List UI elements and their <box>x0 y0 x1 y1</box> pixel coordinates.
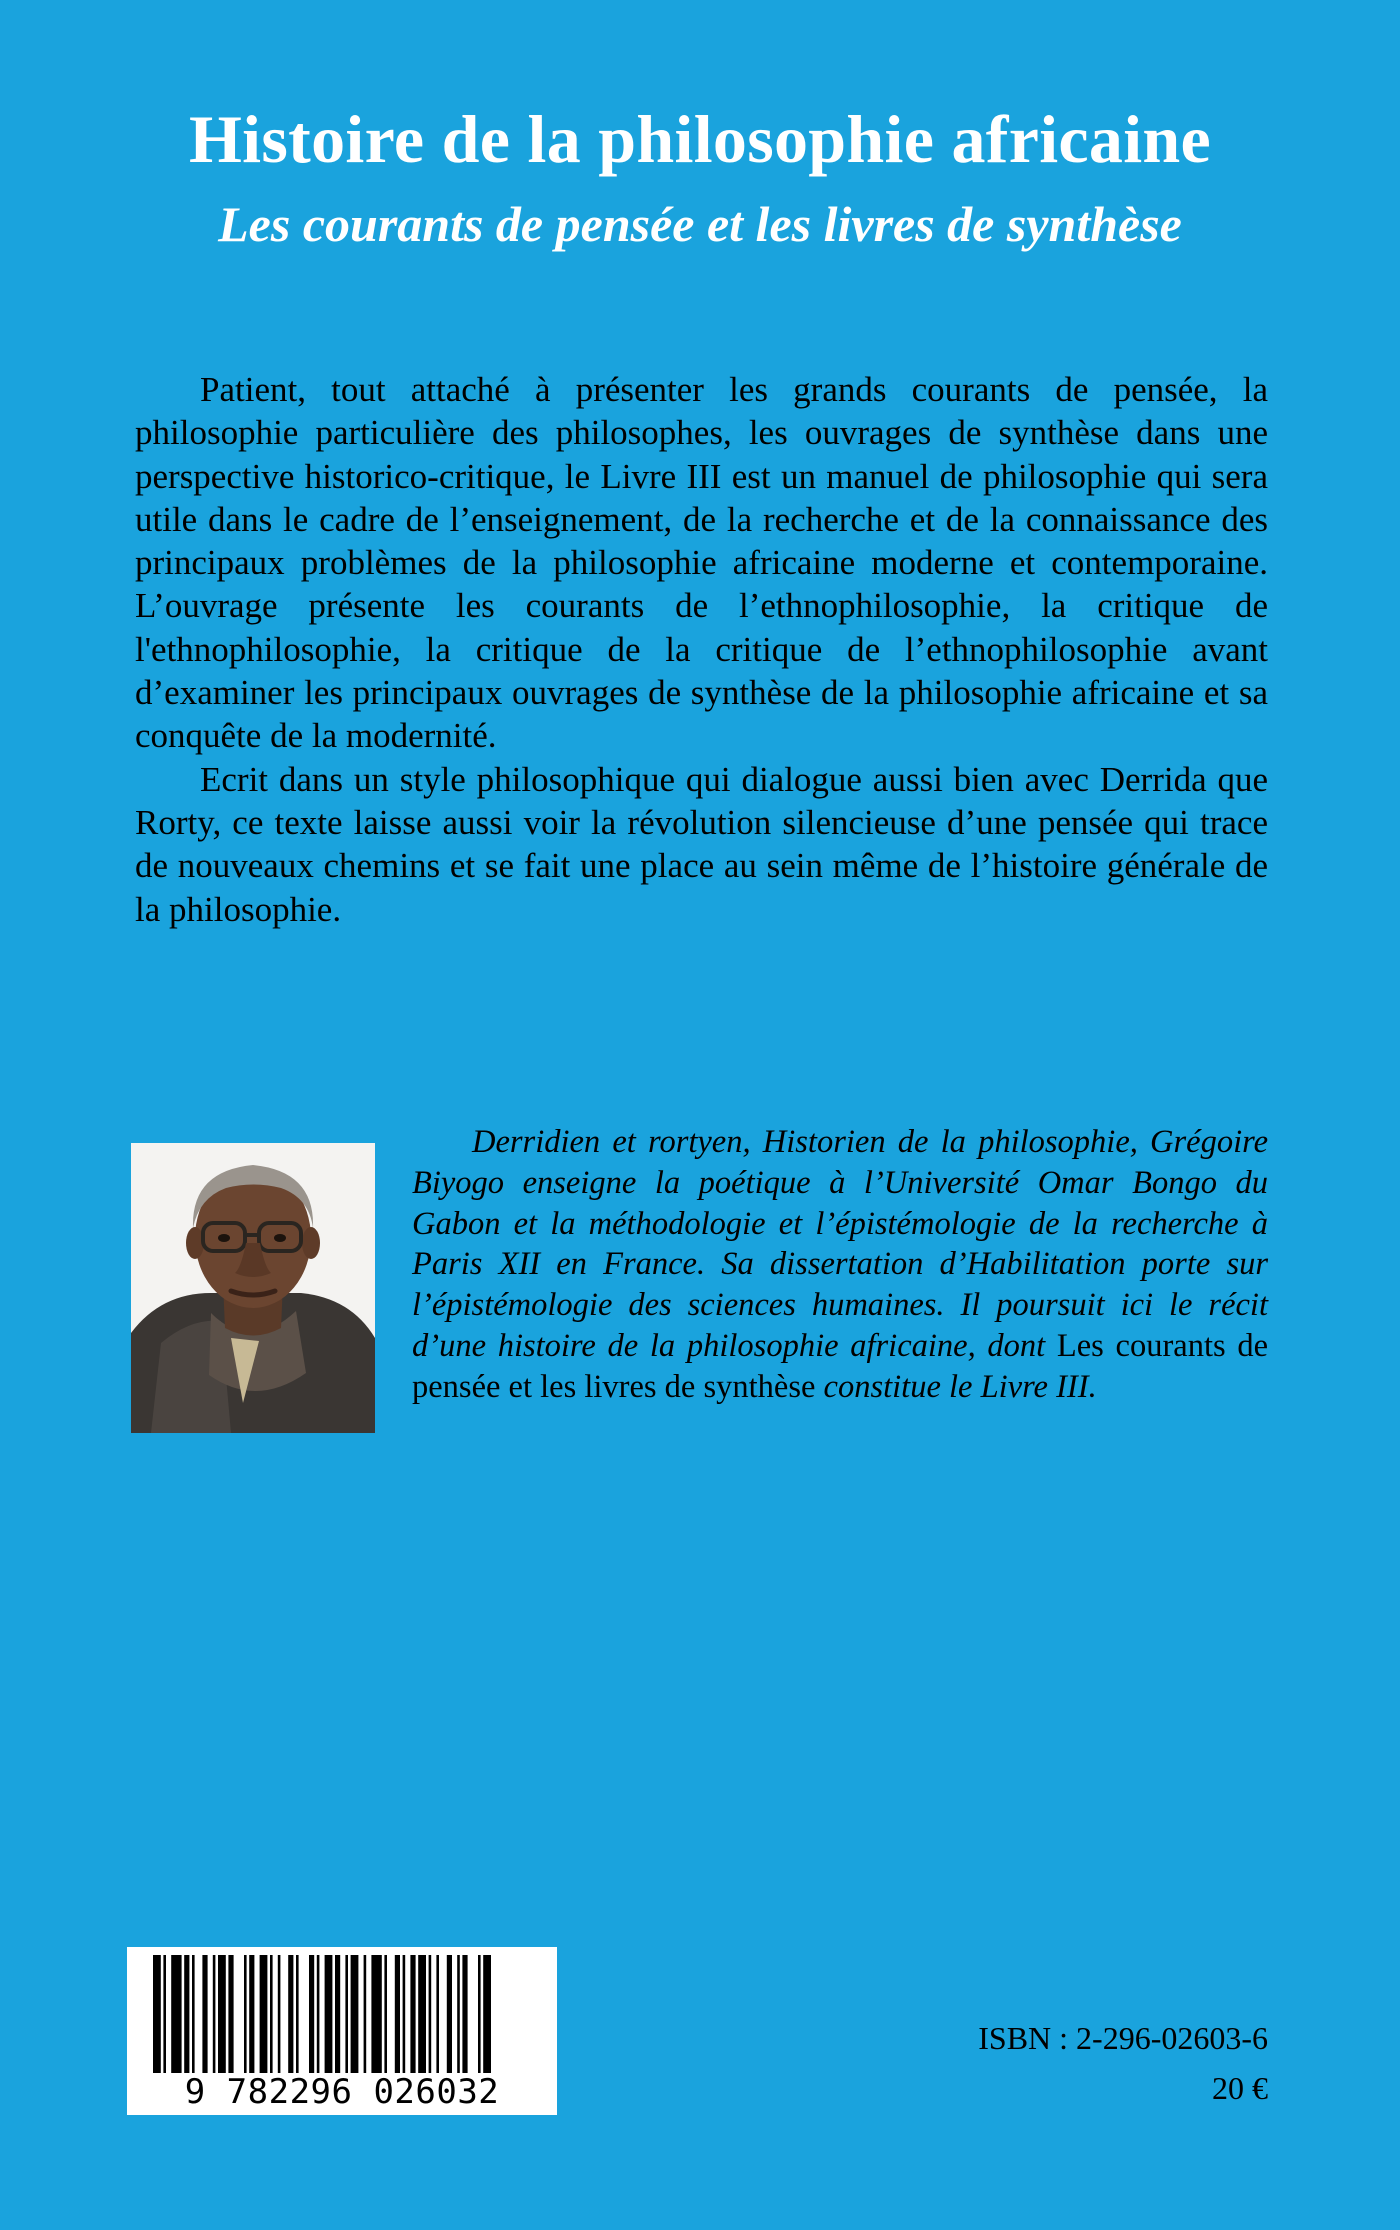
blurb-paragraph: Ecrit dans un style philosophique qui dialogue aussi bien avec Derrida que Rorty, ce texte laisse aussi voir la révolution silencieuse d’une pensée qui trace de nouveaux chemins et se fait une place au sein même de l’histoire générale de la philosophie. <box>135 759 1268 929</box>
barcode-bar <box>288 1955 293 2073</box>
barcode-bar <box>371 1955 381 2073</box>
barcode-bar <box>429 1955 432 2073</box>
author-bio-text-end: constitue le Livre III. <box>815 1368 1097 1405</box>
barcode-bar <box>418 1955 426 2073</box>
barcode-bar <box>436 1955 439 2073</box>
author-bio-book-title: Les courants de pensée et les livres de synthèse <box>412 1327 1268 1405</box>
barcode-bar <box>249 1955 254 2073</box>
price: 20 € <box>1212 2070 1268 2106</box>
isbn: ISBN : 2-296-02603-6 <box>978 2020 1268 2056</box>
author-bio-text: Derridien et rortyen, Historien de la philosophie, Grégoire Biyogo enseigne la poétique à l’Université Omar Bongo du Gabon et la méthodologie et l’épistémologie de la recherche à Paris XII en France. Sa dissertation d’Habilitation porte sur l’épistémologie des sciences humaines. Il poursuit ici le récit d’une histoire de la philosophie africaine, dont <box>412 1124 1268 1364</box>
barcode-bar <box>218 1955 226 2073</box>
barcode-bar <box>278 1955 281 2073</box>
author-photo <box>131 1143 375 1433</box>
barcode-bar <box>153 1955 161 2073</box>
barcode-bar <box>270 1955 273 2073</box>
book-title: Histoire de la philosophie africaine <box>188 101 1211 177</box>
barcode-bar <box>228 1955 233 2073</box>
barcode-bar <box>351 1955 359 2073</box>
barcode-bar <box>447 1955 452 2073</box>
blurb-paragraph: Patient, tout attaché à présenter les grands courants de pensée, la philosophie particulière des philosophes, les ouvrages de synthèse dans une perspective historico-critique, le Livre III est un manuel de philosophie qui sera utile dans le cadre de l’enseignement, de la recherche et de la connaissance des principaux problèmes de la philosophie africaine moderne et contemporaine. L’ouvrage présente les courants de l’ethnophilosophie, la critique de l'ethnophilosophie, la critique de la critique de l’ethnophilosophie avant d’examiner les principaux ouvrages de synthèse de la philosophie africaine et sa conquête de la modernité. <box>135 370 1268 756</box>
barcode-bar <box>478 1955 481 2073</box>
barcode-bar <box>483 1955 491 2073</box>
barcode-bar <box>345 1955 348 2073</box>
barcode-bar <box>457 1955 460 2073</box>
barcode-digits: 9 782296 026032 <box>184 2072 500 2112</box>
barcode-bar <box>462 1955 467 2073</box>
author-bio <box>412 1122 1268 1408</box>
barcode-bar <box>364 1955 367 2073</box>
barcode-bar <box>410 1955 415 2073</box>
barcode-bar <box>213 1955 216 2073</box>
barcode-bar <box>296 1955 299 2073</box>
barcode-bar <box>192 1955 195 2073</box>
barcode-bar <box>325 1955 333 2073</box>
barcode-bar <box>202 1955 207 2073</box>
barcode-bar <box>244 1955 247 2073</box>
barcode-bar <box>184 1955 189 2073</box>
barcode-bar <box>317 1955 320 2073</box>
barcode <box>127 1947 557 2115</box>
blurb <box>135 368 1268 931</box>
barcode-bar <box>335 1955 340 2073</box>
barcode-bar <box>260 1955 268 2073</box>
barcode-bar <box>163 1955 166 2073</box>
barcode-bar <box>384 1955 387 2073</box>
barcode-bar <box>171 1955 181 2073</box>
barcode-bar <box>309 1955 314 2073</box>
barcode-bar <box>403 1955 406 2073</box>
book-subtitle: Les courants de pensée et les livres de synthèse <box>218 196 1182 252</box>
barcode-bar <box>395 1955 400 2073</box>
